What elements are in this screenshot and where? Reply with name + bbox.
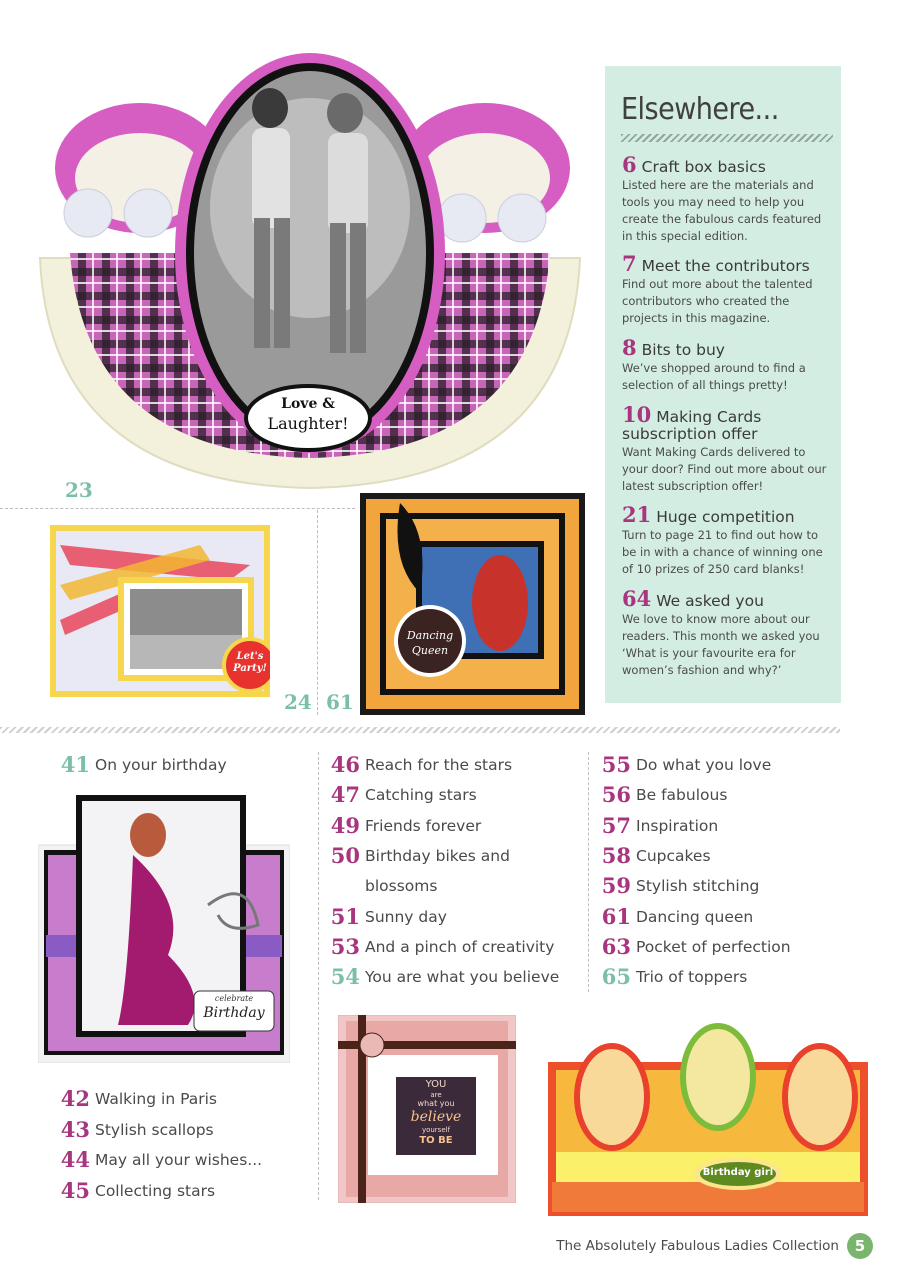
contents-item-title: Stylish stitching bbox=[636, 877, 760, 895]
contents-item-title: May all your wishes... bbox=[95, 1151, 263, 1169]
contents-item-title: Pocket of perfection bbox=[636, 938, 791, 956]
card-illustration bbox=[38, 795, 290, 1063]
birthday-girl-label: Birthday girl bbox=[702, 1167, 774, 1178]
birthday-tag-small: celebrate bbox=[214, 994, 254, 1003]
contents-item[interactable] bbox=[56, 1117, 296, 1147]
lets-party-topper: Let's Party! bbox=[233, 651, 267, 674]
contents-item-title: Reach for the stars bbox=[365, 756, 513, 774]
contents-item[interactable] bbox=[597, 964, 837, 994]
contents-item[interactable] bbox=[326, 782, 576, 812]
column-divider bbox=[318, 752, 319, 1200]
contents-item[interactable] bbox=[597, 904, 837, 934]
contents-item-title: Trio of toppers bbox=[636, 968, 748, 986]
contents-item-title: Walking in Paris bbox=[95, 1090, 217, 1108]
contents-item-title: Dancing queen bbox=[636, 908, 754, 926]
contents-item-title: Friends forever bbox=[365, 817, 482, 835]
contents-item[interactable] bbox=[326, 964, 576, 994]
elsewhere-item-desc: Find out more about the talented contributors who created the projects in this magazine. bbox=[622, 277, 813, 325]
contents-item[interactable] bbox=[597, 934, 837, 964]
contents-item-page: 42 bbox=[60, 1086, 90, 1111]
contents-item-title: Sunny day bbox=[365, 908, 447, 926]
birthday-lady-card-image bbox=[38, 795, 290, 1063]
contents-item-page: 58 bbox=[601, 843, 631, 868]
contents-item[interactable] bbox=[597, 813, 837, 843]
love-laughter-label-line2: Laughter! bbox=[267, 414, 349, 433]
contents-item-page: 63 bbox=[601, 934, 631, 959]
contents-item-page: 55 bbox=[601, 752, 631, 777]
contents-item[interactable] bbox=[56, 1147, 296, 1177]
elsewhere-item-num: 10 bbox=[622, 402, 652, 427]
contents-item-title: Inspiration bbox=[636, 817, 719, 835]
contents-item-page: 51 bbox=[330, 904, 360, 929]
elsewhere-item-desc: We love to know more about our readers. This month we asked you ‘What is your favourite era for women’s fashion and why?’ bbox=[622, 612, 820, 677]
you-topper-line4: believe bbox=[410, 1109, 462, 1125]
elsewhere-item-desc: Turn to page 21 to find out how to be in with a chance of winning one of 10 prizes of 250 card blanks! bbox=[622, 528, 823, 576]
contents-item[interactable] bbox=[326, 873, 576, 903]
love-laughter-label-line1: Love & bbox=[281, 396, 335, 412]
love-laughter-card-image bbox=[30, 28, 590, 498]
section-divider bbox=[0, 727, 840, 733]
contents-item[interactable] bbox=[597, 782, 837, 812]
elsewhere-item-title: We asked you bbox=[656, 592, 764, 610]
card-illustration bbox=[360, 493, 585, 715]
contents-item-page: 50 bbox=[330, 843, 360, 868]
elsewhere-item-num: 21 bbox=[622, 502, 652, 527]
contents-item-title: Catching stars bbox=[365, 786, 477, 804]
contents-item[interactable] bbox=[326, 813, 576, 843]
you-topper-line1: YOU bbox=[425, 1079, 447, 1090]
elsewhere-item[interactable] bbox=[622, 251, 832, 327]
contents-item-page: 46 bbox=[330, 752, 360, 777]
contents-item-title: Birthday bikes and bbox=[365, 847, 510, 865]
contents-item-title: You are what you believe bbox=[365, 968, 560, 986]
contents-item-page: 41 bbox=[60, 752, 90, 777]
dancing-queen-card-image bbox=[360, 493, 585, 715]
elsewhere-item-desc: Listed here are the materials and tools you may need to help you create the fabulous cards featured in this special edition. bbox=[622, 178, 822, 243]
contents-item-page: 57 bbox=[601, 813, 631, 838]
you-are-what-you-believe-card-image bbox=[338, 1015, 516, 1203]
contents-item-page: 53 bbox=[330, 934, 360, 959]
column-divider bbox=[317, 510, 318, 715]
contents-item[interactable] bbox=[597, 752, 837, 782]
contents-item-page: 49 bbox=[330, 813, 360, 838]
contents-item[interactable] bbox=[56, 1086, 296, 1116]
elsewhere-item-title: Meet the contributors bbox=[641, 257, 810, 275]
column-divider bbox=[588, 752, 589, 992]
contents-item[interactable] bbox=[326, 843, 576, 873]
elsewhere-divider bbox=[621, 134, 833, 142]
contents-item-title: Stylish scallops bbox=[95, 1121, 214, 1139]
contents-item[interactable] bbox=[326, 904, 576, 934]
contents-item-page: 43 bbox=[60, 1117, 90, 1142]
page-ref-dancing-card: 61 bbox=[326, 690, 354, 714]
contents-item-title: Cupcakes bbox=[636, 847, 711, 865]
contents-item[interactable] bbox=[56, 752, 296, 782]
page-ref-top-card: 23 bbox=[65, 478, 93, 502]
contents-item-page: 56 bbox=[601, 782, 631, 807]
contents-item-page: 59 bbox=[601, 873, 631, 898]
you-topper-line3: what you bbox=[417, 1099, 455, 1108]
contents-item-title: Collecting stars bbox=[95, 1182, 216, 1200]
you-topper-line2: are bbox=[430, 1091, 442, 1099]
contents-item-page: 61 bbox=[601, 904, 631, 929]
dancing-queen-topper-line2: Queen bbox=[411, 644, 449, 657]
party-bunting-card-image bbox=[50, 525, 270, 697]
contents-item-title: And a pinch of creativity bbox=[365, 938, 555, 956]
trio-of-toppers-card-image bbox=[548, 1022, 868, 1216]
you-topper-line6: TO BE bbox=[419, 1135, 453, 1146]
contents-item[interactable] bbox=[56, 1178, 296, 1208]
elsewhere-title: Elsewhere... bbox=[621, 92, 779, 127]
elsewhere-item-num: 6 bbox=[622, 152, 637, 177]
contents-item-title: On your birthday bbox=[95, 756, 227, 774]
elsewhere-item-title: Making Cards subscription offer bbox=[622, 408, 762, 443]
contents-item[interactable] bbox=[326, 752, 576, 782]
elsewhere-item-desc: We’ve shopped around to find a selection of all things pretty! bbox=[622, 361, 806, 392]
elsewhere-item-num: 7 bbox=[622, 251, 637, 276]
elsewhere-item-title: Craft box basics bbox=[641, 158, 766, 176]
you-topper-line5: yourself bbox=[421, 1126, 451, 1134]
page-ref-bunting-card: 24 bbox=[284, 690, 312, 714]
contents-item[interactable] bbox=[326, 934, 576, 964]
contents-item[interactable] bbox=[597, 873, 837, 903]
birthday-tag: Birthday bbox=[203, 1005, 265, 1021]
elsewhere-item-num: 64 bbox=[622, 586, 652, 611]
elsewhere-panel bbox=[605, 66, 841, 703]
elsewhere-item[interactable] bbox=[622, 402, 832, 495]
contents-item[interactable] bbox=[597, 843, 837, 873]
contents-item-title: Be fabulous bbox=[636, 786, 728, 804]
magazine-title-footer: The Absolutely Fabulous Ladies Collection bbox=[556, 1238, 839, 1254]
contents-item-page: 45 bbox=[60, 1178, 90, 1203]
elsewhere-item[interactable] bbox=[622, 152, 832, 245]
elsewhere-item[interactable] bbox=[622, 502, 832, 578]
contents-item-page: 65 bbox=[601, 964, 631, 989]
contents-item-title: blossoms bbox=[365, 877, 438, 895]
elsewhere-item[interactable] bbox=[622, 586, 832, 679]
section-divider bbox=[0, 508, 355, 509]
card-illustration bbox=[548, 1022, 868, 1216]
elsewhere-item-num: 8 bbox=[622, 335, 637, 360]
elsewhere-item-title: Huge competition bbox=[656, 508, 795, 526]
elsewhere-item-desc: Want Making Cards delivered to your door? Find out more about our latest subscription offer! bbox=[622, 445, 827, 493]
elsewhere-item-title: Bits to buy bbox=[641, 341, 725, 359]
elsewhere-item[interactable] bbox=[622, 335, 832, 394]
page-number-badge: 5 bbox=[847, 1233, 873, 1259]
contents-item-page: 47 bbox=[330, 782, 360, 807]
dancing-queen-topper-line1: Dancing bbox=[406, 629, 454, 642]
contents-item-page: 54 bbox=[330, 964, 360, 989]
contents-item-title: Do what you love bbox=[636, 756, 772, 774]
contents-item-page: 44 bbox=[60, 1147, 90, 1172]
